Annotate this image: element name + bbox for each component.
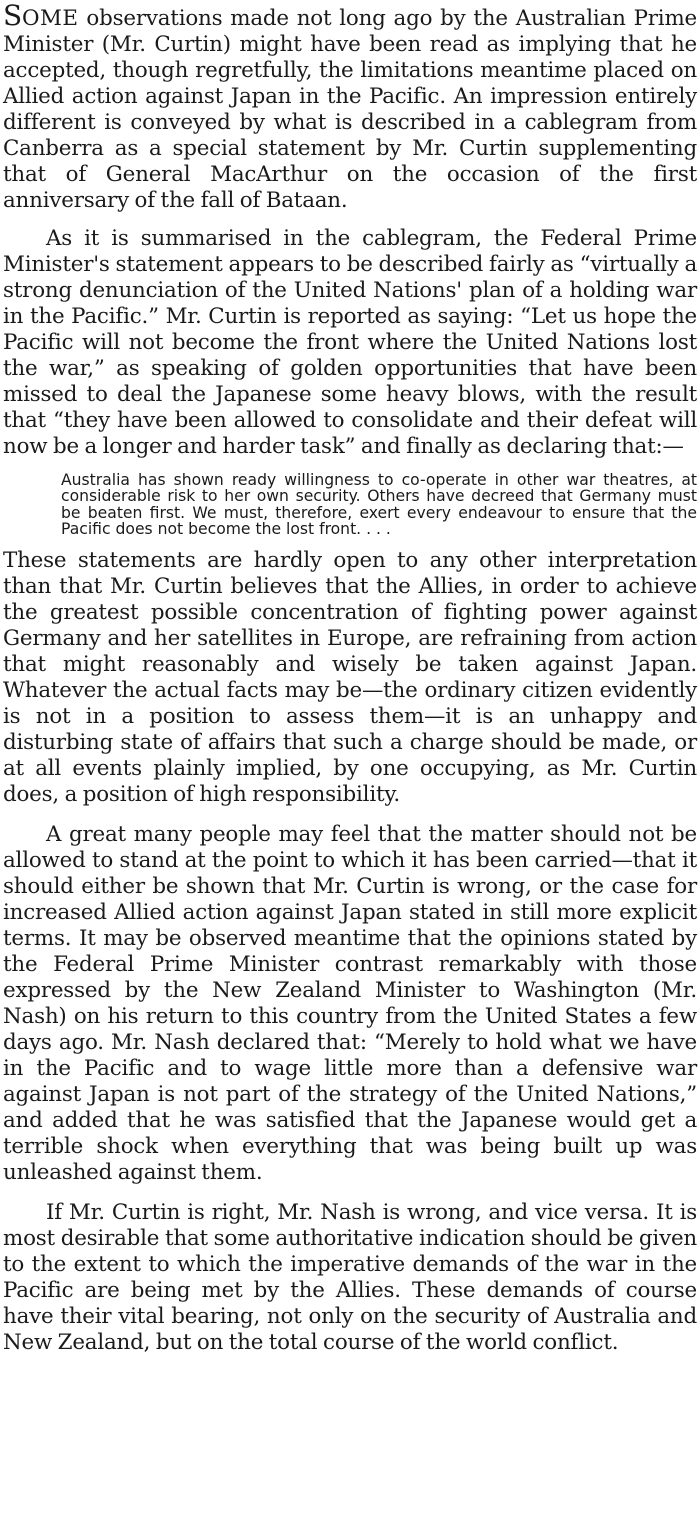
- paragraph-1: [3, 0, 697, 214]
- paragraph-2: As it is summarised in the cablegram, the Federal Prime Minister's statement appears to be described fairly as “virtually a strong denunciation of the United Nations' plan of a holding war in the Pacific.” Mr. Curtin is reported as saying: “Let us hope the Pacific will not become the front where the United Nations lost the war,” as speaking of golden opportunities that have been missed to deal the Japanese some heavy blows, with the result that “they have been allowed to consolidate and their defeat will now be a longer and harder task” and finally as declaring that:—: [3, 226, 697, 459]
- block-quote: Australia has shown ready willingness to co-operate in other war theatres, at considerable risk to her own security. Others have decreed that Germany must be beaten first. We must, therefore, exert every endeavour to ensure that the Pacific does not become the lost front. . . .: [61, 471, 697, 539]
- paragraph-3: These statements are hardly open to any other interpretation than that Mr. Curtin believes that the Allies, in order to achieve the greatest possible concentration of fighting power against Germany and her satellites in Europe, are refraining from action that might reasonably and wisely be taken against Japan. Whatever the actual facts may be—the ordinary citizen evidently is not in a position to assess them—it is an unhappy and disturbing state of affairs that such a charge should be made, or at all events plainly implied, by one occupying, as Mr. Curtin does, a position of high responsibility.: [3, 547, 697, 807]
- paragraph-5: If Mr. Curtin is right, Mr. Nash is wrong, and vice versa. It is most desirable that some authoritative indication should be given to the extent to which the imperative demands of the war in the Pacific are being met by the Allies. These demands of course have their vital bearing, not only on the security of Australia and New Zealand, but on the total course of the world conflict.: [3, 1199, 697, 1355]
- drop-initial: S: [3, 0, 22, 32]
- lead-word-rest: OME: [21, 6, 79, 31]
- newspaper-article: [3, 0, 697, 1356]
- paragraph-1-text: observations made not long ago by the Australian Prime Minister (Mr. Curtin) might have been read as implying that he accepted, though regretfully, the limitations meantime placed on Allied action against Japan in the Pacific. An impression entirely different is conveyed by what is described in a cablegram from Canberra as a special statement by Mr. Curtin supplementing that of General MacArthur on the occasion of the first anniversary of the fall of Bataan.: [3, 6, 697, 213]
- paragraph-4: A great many people may feel that the matter should not be allowed to stand at the point to which it has been carried—that it should either be shown that Mr. Curtin is wrong, or the case for increased Allied action against Japan stated in still more explicit terms. It may be observed meantime that the opinions stated by the Federal Prime Minister contrast remarkably with those expressed by the New Zealand Minister to Washington (Mr. Nash) on his return to this country from the United States a few days ago. Mr. Nash declared that: “Merely to hold what we have in the Pacific and to wage little more than a defensive war against Japan is not part of the strategy of the United Nations,” and added that he was satisfied that the Japanese would get a terrible shock when everything that was being built up was unleashed against them.: [3, 821, 697, 1185]
